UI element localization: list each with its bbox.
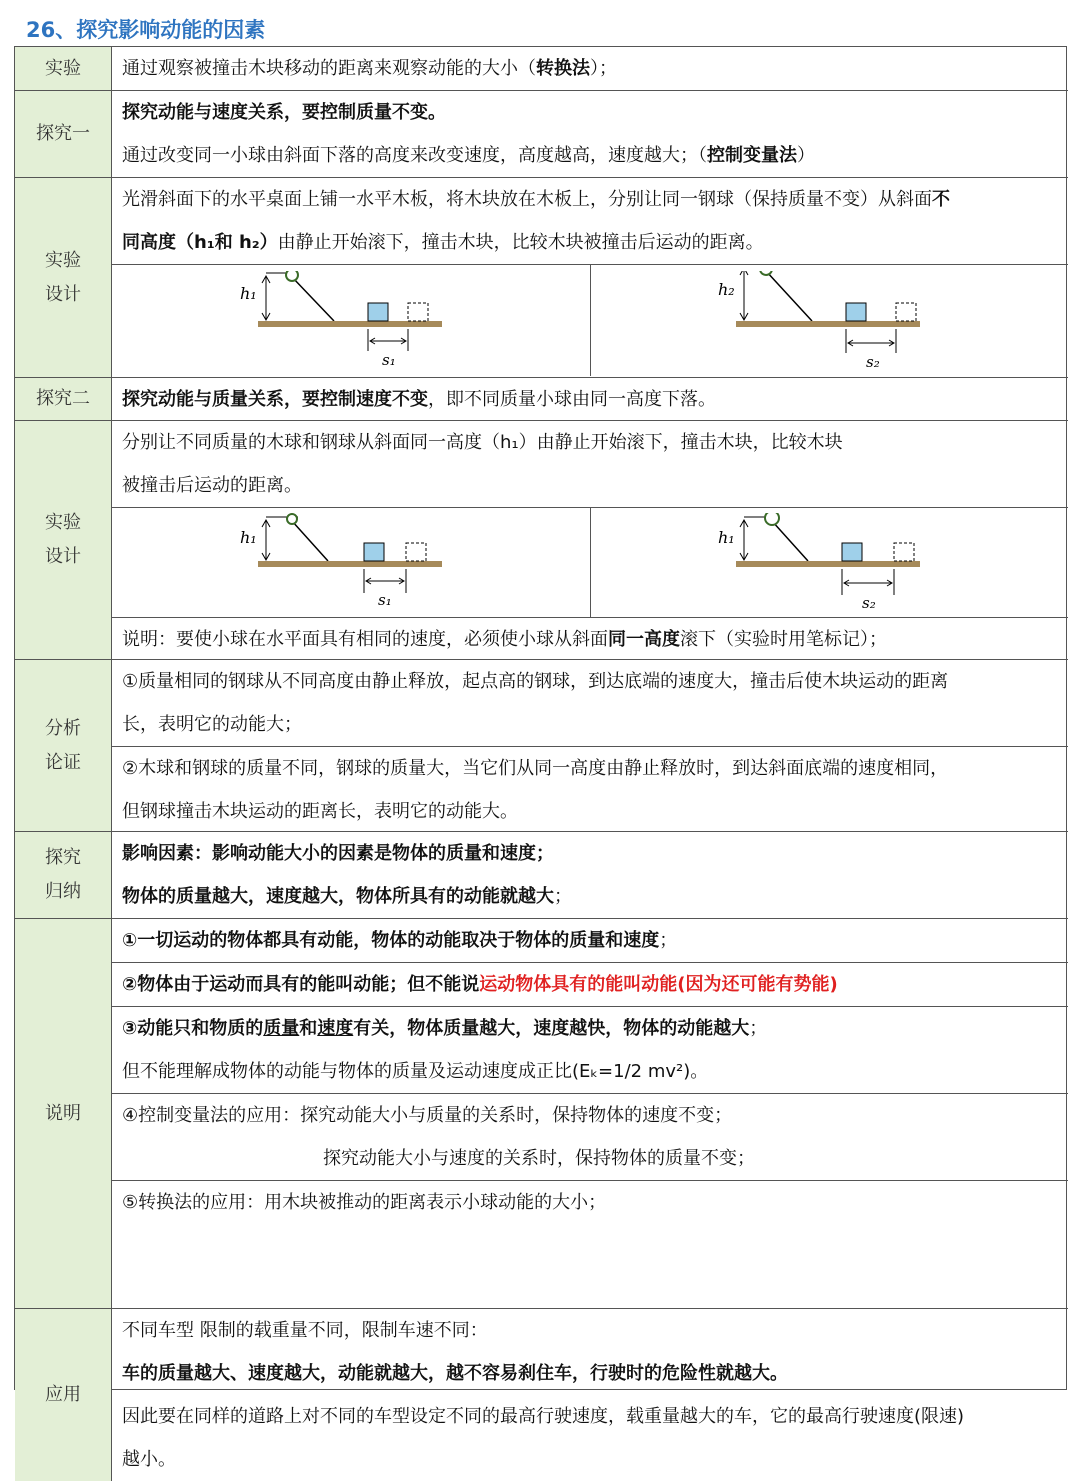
figure-incline-right <box>590 508 1069 617</box>
design2-line1: 分别让不同质量的木球和钢球从斜面同一高度（h₁）由静止开始滚下，撞击木块，比较木块 <box>122 432 843 453</box>
text: 光滑斜面下的水平桌面上铺一水平木板，将木块放在木板上，分别让同一钢球（保持质量不变）从斜面 <box>122 189 932 210</box>
row-label-analysis <box>15 660 112 832</box>
bold-text: 物体的质量越大，速度越大，物体所具有的动能就越大 <box>122 886 554 907</box>
bold-text: 转换法 <box>536 58 590 79</box>
notes-n3-line2: 但不能理解成物体的动能与物体的质量及运动速度成正比(Eₖ=1/2 mv²)。 <box>112 1050 1068 1094</box>
application-line2: 车的质量越大、速度越大，动能就越大，越不容易刹住车，行驶时的危险性就越大。 <box>122 1363 788 1384</box>
text: 由静止开始滚下，撞击木块，比较木块被撞击后运动的距离。 <box>277 232 764 253</box>
text: ）； <box>590 58 617 79</box>
height-label: h₁ <box>239 283 257 303</box>
row-label-experiment: 实验 <box>15 47 112 91</box>
text: 有关，物体质量越大，速度越快，物体的动能越大 <box>353 1018 750 1039</box>
figure-incline-left <box>112 508 590 617</box>
label-part: 设计 <box>45 546 81 567</box>
underlined-text: 质量 <box>263 1018 300 1039</box>
analysis-p2-line1: ②木球和钢球的质量不同，钢球的质量大，当它们从同一高度由静止释放时，到达斜面底端的速度相同， <box>122 758 949 779</box>
figure-incline-left <box>112 265 590 376</box>
distance-label: s₁ <box>377 590 392 609</box>
underlined-text: 速度 <box>317 1018 354 1039</box>
row-label-design1 <box>15 178 112 378</box>
text: ； <box>554 886 572 907</box>
text: 说明：要使小球在水平面具有相同的速度，必须使小球从斜面 <box>122 629 608 650</box>
figure-incline-right <box>590 265 1069 376</box>
conclusion-line1: 影响因素：影响动能大小的因素是物体的质量和速度； <box>122 843 554 864</box>
label-part: 探究 <box>45 847 81 868</box>
row-label-design2 <box>15 421 112 660</box>
explore2-content <box>112 378 1068 421</box>
application-line1: 不同车型 限制的载重量不同，限制车速不同： <box>122 1320 488 1341</box>
row-label-explore1: 探究一 <box>15 91 112 178</box>
label-part: 论证 <box>45 751 81 773</box>
bold-text: ②物体由于运动而具有的能叫动能；但不能说 <box>122 974 480 995</box>
height-label: h₂ <box>718 279 735 299</box>
row-label-conclusion <box>15 832 112 919</box>
design2-content <box>112 421 1068 660</box>
page-title: 26、探究影响动能的因素 <box>26 18 266 42</box>
notes-n5: ⑤转换法的应用：用木块被推动的距离表示小球动能的大小； <box>122 1192 607 1213</box>
text: 滚下（实验时用笔标记）； <box>680 629 887 650</box>
bold-text: 不 <box>932 189 950 210</box>
analysis-p1-line1: ①质量相同的钢球从不同高度由静止释放，起点高的钢球，到达底端的速度大，撞击后使木块运动的距离 <box>122 671 949 692</box>
design2-line2: 被撞击后运动的距离。 <box>122 475 302 496</box>
knowledge-table <box>14 46 1067 1470</box>
row-label-application: 应用 <box>15 1309 112 1481</box>
application-content <box>112 1309 1068 1481</box>
label-part: 设计 <box>45 283 81 305</box>
text: ③动能只和物质的 <box>122 1018 264 1039</box>
row-label-explore2: 探究二 <box>15 378 112 421</box>
text: 通过观察被撞击木块移动的距离来观察动能的大小（ <box>122 58 536 79</box>
red-text: 运动物体具有的能叫动能(因为还可能有势能) <box>479 974 838 995</box>
notes-content <box>112 919 1068 1309</box>
row-label-notes: 说明 <box>15 919 112 1309</box>
height-label: h₁ <box>239 527 257 547</box>
label-part: 实验 <box>45 249 81 271</box>
text: ） <box>797 145 815 166</box>
label-part: 实验 <box>45 512 81 533</box>
label-part: 分析 <box>45 717 81 739</box>
application-line4: 越小。 <box>122 1449 176 1470</box>
bold-text: 同高度（h₁和 h₂） <box>122 232 278 253</box>
analysis-p2-line2: 但钢球撞击木块运动的距离长，表明它的动能大。 <box>122 801 518 822</box>
analysis-p1-line2: 长，表明它的动能大； <box>112 703 1068 747</box>
text: 和 <box>299 1018 318 1039</box>
design1-content <box>112 178 1068 378</box>
distance-label: s₂ <box>866 352 880 371</box>
distance-label: s₁ <box>381 350 396 369</box>
explore1-line1: 探究动能与速度关系，要控制质量不变。 <box>122 102 446 123</box>
text: 通过改变同一小球由斜面下落的高度来改变速度，高度越高，速度越大；（ <box>122 145 707 166</box>
bold-text: 探究动能与质量关系，要控制速度不变 <box>122 389 428 410</box>
text: ； <box>659 930 678 951</box>
explore1-content <box>112 91 1068 178</box>
height-label: h₁ <box>718 527 735 547</box>
conclusion-content <box>112 832 1068 919</box>
text: ，即不同质量小球由同一高度下落。 <box>428 389 716 410</box>
bold-text: ①一切运动的物体都具有动能，物体的动能取决于物体的质量和速度 <box>122 930 660 951</box>
application-line3: 因此要在同样的道路上对不同的车型设定不同的最高行驶速度，载重量越大的车，它的最高行驶速度(限速) <box>122 1406 965 1427</box>
bold-text: 控制变量法 <box>707 145 797 166</box>
distance-label: s₂ <box>862 593 876 612</box>
notes-n4-line2: 探究动能大小与速度的关系时，保持物体的质量不变； <box>112 1137 1068 1181</box>
notes-n4-line1: ④控制变量法的应用：探究动能大小与质量的关系时，保持物体的速度不变； <box>122 1105 733 1126</box>
experiment-content <box>112 47 1068 91</box>
label-part: 归纳 <box>45 881 81 902</box>
analysis-content <box>112 660 1068 832</box>
text: ； <box>749 1018 768 1039</box>
bold-text: 同一高度 <box>608 629 680 650</box>
